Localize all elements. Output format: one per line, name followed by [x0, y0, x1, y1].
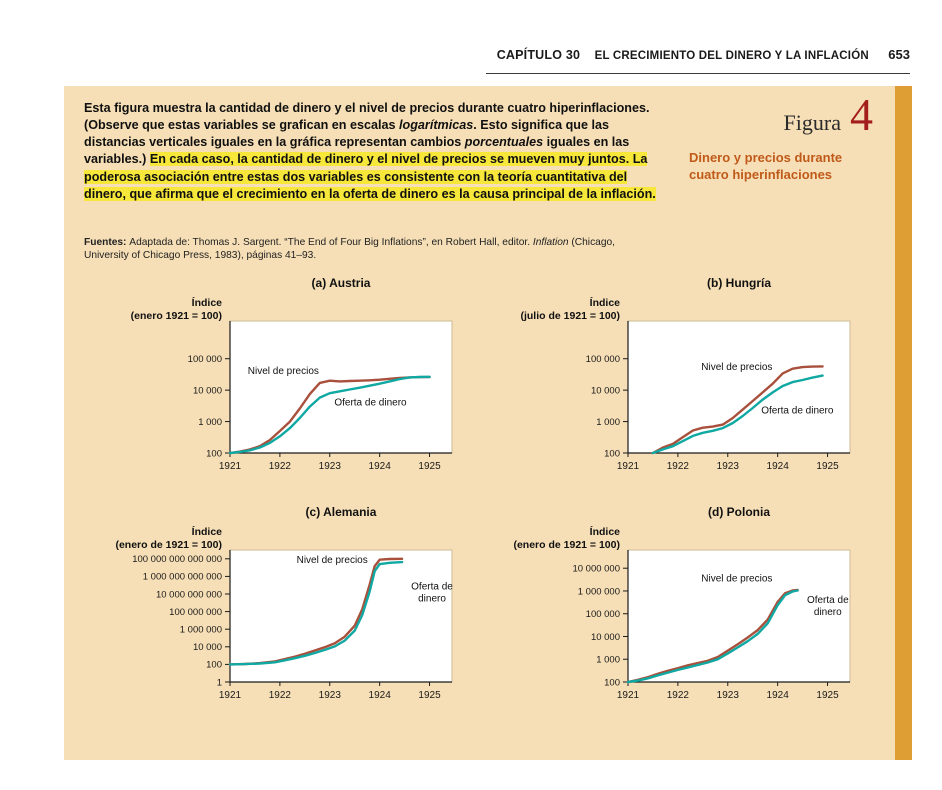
sources-note	[84, 236, 649, 263]
x-tick-label: 1923	[716, 690, 739, 701]
y-tick-label: 10 000 000	[572, 563, 620, 575]
plot-area	[628, 321, 850, 453]
text-segment: porcentuales	[464, 135, 544, 150]
y-tick-label: 1 000	[198, 416, 222, 428]
svg-text:(enero 1921 = 100): (enero 1921 = 100)	[130, 310, 222, 322]
y-axis	[572, 564, 628, 689]
y-tick-label: 100 000	[585, 609, 620, 621]
chart-title: (b) Hungría	[707, 276, 771, 290]
x-tick-label: 1923	[318, 461, 341, 472]
y-tick-label: 10 000	[590, 631, 620, 643]
svg-text:Índice: Índice	[589, 297, 620, 309]
y-axis	[586, 354, 628, 459]
charts-grid	[80, 276, 870, 708]
x-tick-label: 1922	[268, 461, 292, 472]
text-segment: . Esto significa que las distancias verticales iguales en la gráfica representan cambios	[84, 118, 610, 150]
series-label: Oferta de	[806, 594, 849, 606]
y-tick-label: 10 000	[192, 385, 222, 397]
y-axis-title	[513, 525, 620, 551]
y-tick-label: 1 000 000 000 000	[142, 571, 222, 583]
y-axis-title	[131, 296, 223, 322]
svg-text:Índice: Índice	[191, 526, 222, 538]
figure-label	[783, 89, 873, 140]
text-segment: (Chicago, University of Chicago Press, 1983), páginas 41–93.	[84, 237, 615, 262]
y-tick-label: 1 000	[596, 654, 620, 666]
accent-bar	[895, 86, 912, 760]
series-label: Oferta de	[411, 581, 453, 593]
y-tick-label: 100 000 000 000 000	[132, 554, 222, 566]
svg-text:(enero de 1921 = 100): (enero de 1921 = 100)	[115, 539, 222, 551]
chart-poland-plot	[478, 524, 868, 708]
y-tick-label: 10 000	[590, 385, 620, 397]
y-tick-label: 100	[604, 448, 620, 460]
y-tick-label: 100 000	[585, 354, 620, 366]
svg-text:(julio de 1921 = 100): (julio de 1921 = 100)	[520, 310, 620, 322]
text-segment: logarítmicas	[399, 118, 474, 133]
y-axis-title	[520, 296, 620, 322]
y-tick-label: 1	[216, 677, 222, 689]
series-label: Nivel de precios	[296, 555, 368, 567]
x-tick-label: 1924	[766, 461, 789, 472]
figure-number: 4	[850, 89, 873, 140]
chapter-label: CAPÍTULO 30	[496, 48, 581, 62]
chart-title: (d) Polonia	[708, 505, 770, 519]
figure-panel	[64, 86, 895, 760]
chart-title: (c) Alemania	[305, 505, 377, 519]
x-tick-label: 1925	[816, 690, 839, 701]
y-tick-label: 100	[604, 677, 620, 689]
x-tick-label: 1924	[368, 690, 391, 701]
y-tick-label: 10 000 000 000	[155, 589, 222, 601]
x-tick-label: 1923	[716, 461, 739, 472]
x-tick-label: 1921	[616, 461, 640, 472]
x-tick-label: 1925	[418, 690, 441, 701]
series-label: Nivel de precios	[247, 365, 319, 377]
chart-germany	[80, 505, 472, 708]
y-tick-label: 100	[206, 448, 222, 460]
series-label: Nivel de precios	[701, 573, 773, 585]
text-segment: En cada caso, la cantidad de dinero y el nivel de precios se mueven muy juntos. La poderosa asociación entre estas dos variables es consistente con la teoría cuantitativa del dinero, que afirma que el crecimiento en la oferta de dinero es la causa principal de la inflación.	[84, 152, 656, 201]
chart-austria	[80, 276, 472, 479]
x-tick-label: 1925	[418, 461, 441, 472]
series-label: Oferta de dinero	[334, 397, 407, 409]
chart-poland	[478, 505, 870, 708]
x-tick-label: 1922	[666, 690, 690, 701]
x-tick-label: 1921	[218, 461, 242, 472]
text-segment: Adaptada de: Thomas J. Sargent. “The End of Four Big Inflations”, en Robert Hall, editor.	[129, 237, 533, 248]
x-tick-label: 1921	[616, 690, 640, 701]
page-number: 653	[888, 47, 910, 62]
x-tick-label: 1923	[318, 690, 341, 701]
page-header	[486, 46, 910, 74]
text-segment: iguales en las variables.)	[84, 135, 630, 167]
y-tick-label: 1 000 000	[577, 586, 620, 598]
y-tick-label: 10 000	[192, 642, 222, 654]
y-tick-label: 1 000 000	[179, 624, 222, 636]
x-axis	[219, 682, 441, 701]
x-tick-label: 1921	[218, 690, 242, 701]
chapter-title: EL CRECIMIENTO DEL DINERO Y LA INFLACIÓN	[594, 50, 869, 62]
x-tick-label: 1924	[766, 690, 789, 701]
x-tick-label: 1922	[666, 461, 690, 472]
y-axis	[132, 554, 230, 688]
text-segment: Esta figura muestra la cantidad de dinero y el nivel de precios durante cuatro hiperinflaciones. (Observe que estas variables se grafican en escalas	[84, 101, 650, 133]
figure-word: Figura	[783, 110, 841, 135]
x-axis	[617, 453, 839, 472]
chart-austria-plot	[80, 295, 470, 479]
x-axis	[617, 682, 839, 701]
x-tick-label: 1924	[368, 461, 391, 472]
y-tick-label: 1 000	[596, 416, 620, 428]
series-label: Nivel de precios	[701, 361, 773, 373]
y-tick-label: 100 000 000	[169, 606, 222, 618]
series-label: dinero	[813, 606, 842, 618]
figure-caption	[84, 100, 666, 203]
svg-text:(enero de 1921 = 100): (enero de 1921 = 100)	[513, 539, 620, 551]
x-tick-label: 1922	[268, 690, 292, 701]
chart-hungary	[478, 276, 870, 479]
x-tick-label: 1925	[816, 461, 839, 472]
svg-text:Índice: Índice	[589, 526, 620, 538]
y-tick-label: 100	[206, 659, 222, 671]
x-axis	[219, 453, 441, 472]
y-axis	[188, 354, 230, 459]
series-label: Oferta de dinero	[761, 405, 834, 417]
series-label: dinero	[418, 593, 446, 605]
y-tick-label: 100 000	[187, 354, 222, 366]
chart-hungary-plot	[478, 295, 868, 479]
chart-title: (a) Austria	[311, 276, 371, 290]
plot-area	[230, 321, 452, 453]
y-axis-title	[115, 525, 222, 551]
figure-title: Dinero y precios durante cuatro hiperinflaciones	[689, 150, 843, 182]
svg-text:Índice: Índice	[191, 297, 222, 309]
chart-germany-plot	[80, 524, 470, 708]
text-segment: Fuentes:	[84, 237, 130, 248]
text-segment: Inflation	[532, 237, 569, 248]
